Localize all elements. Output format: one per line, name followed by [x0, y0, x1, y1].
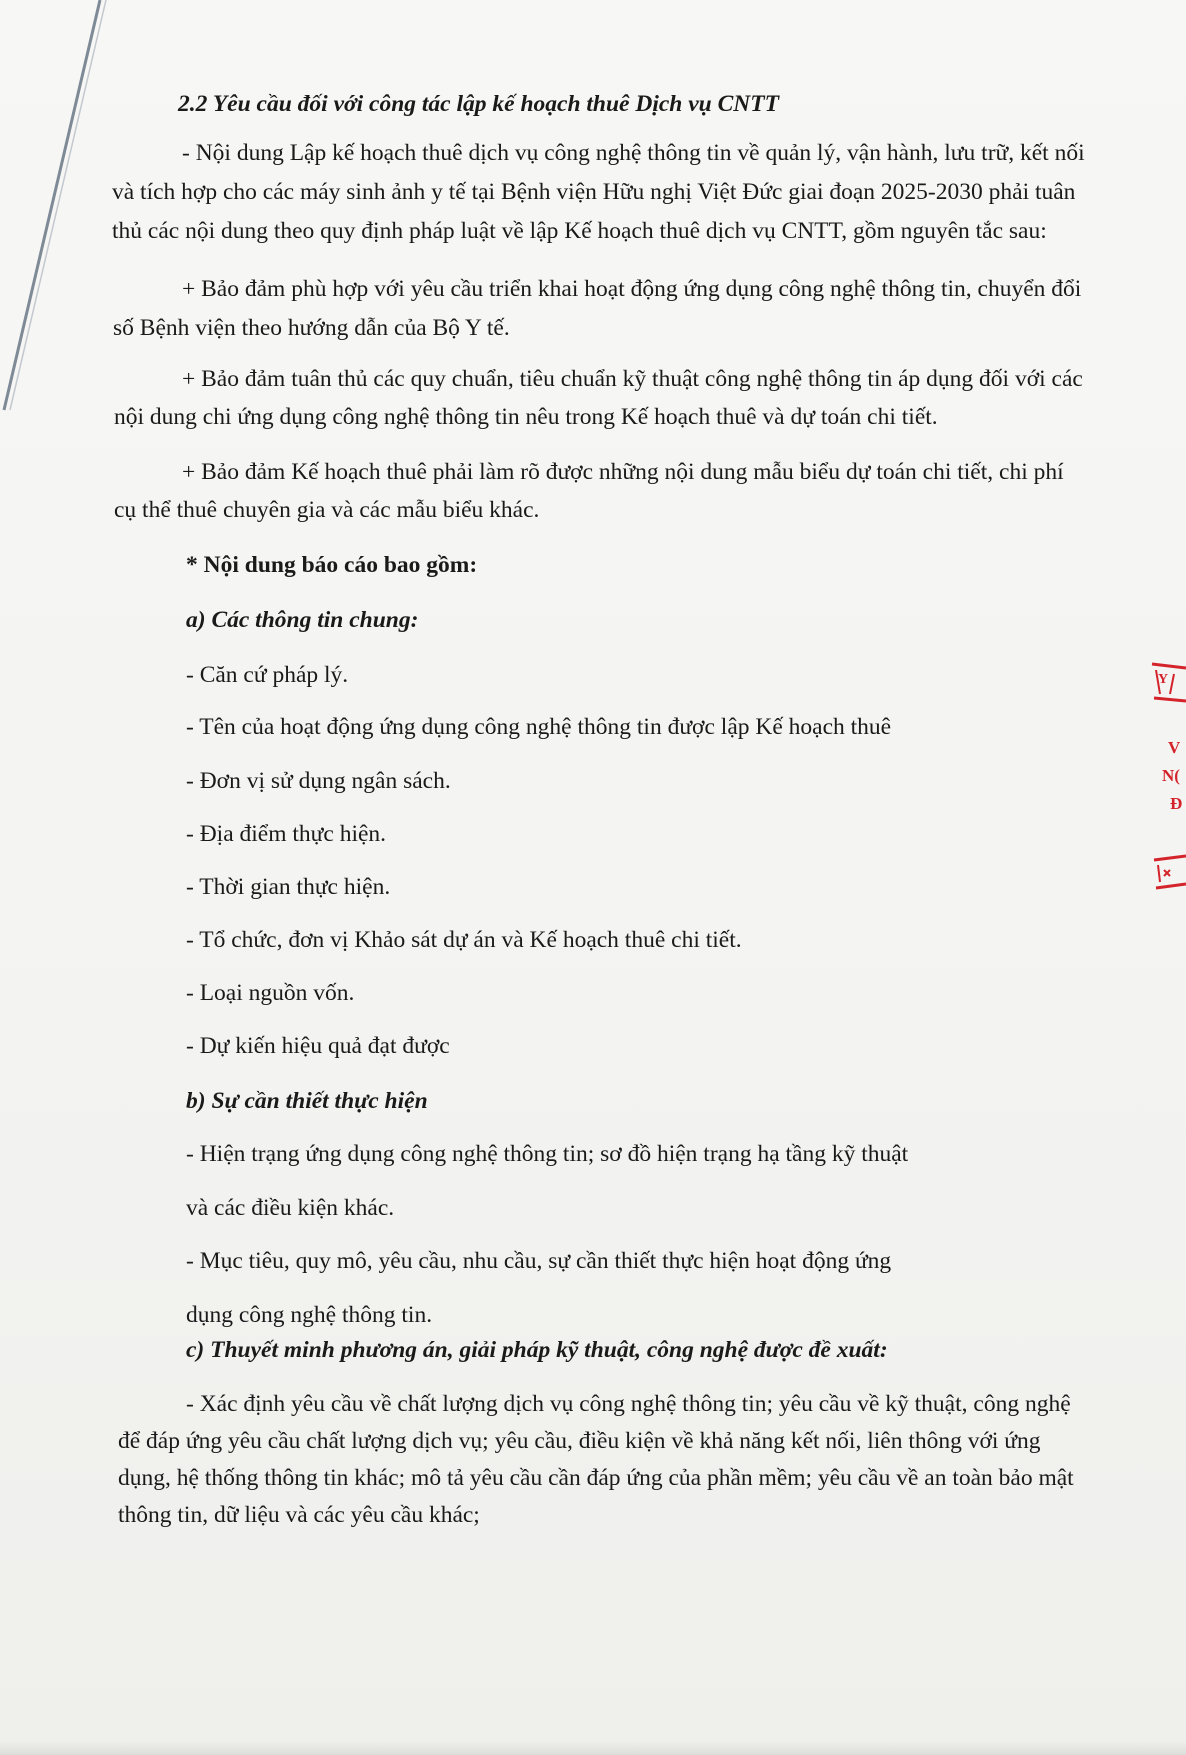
intro-line-2: và tích hợp cho các máy sinh ảnh y tế tại Bệnh viện Hữu nghị Việt Đức giai đoạn 2025-2030 phải tuân: [112, 179, 1076, 205]
section-title: 2.2 Yêu cầu đối với công tác lập kế hoạch thuê Dịch vụ CNTT: [178, 91, 779, 117]
part-a-item-7: - Loại nguồn vốn.: [186, 980, 355, 1006]
part-c-line-4: thông tin, dữ liệu và các yêu cầu khác;: [118, 1502, 480, 1528]
principle-2-line-1: + Bảo đảm tuân thủ các quy chuẩn, tiêu chuẩn kỹ thuật công nghệ thông tin áp dụng đối với các: [182, 366, 1083, 392]
principle-3-line-2: cụ thể thuê chuyên gia và các mẫu biểu khác.: [114, 497, 540, 523]
principle-1-line-2: số Bệnh viện theo hướng dẫn của Bộ Y tế.: [113, 315, 510, 341]
part-a-item-1: - Căn cứ pháp lý.: [186, 662, 349, 688]
stamp-letter-3: N(: [1162, 766, 1180, 785]
part-a-item-4: - Địa điểm thực hiện.: [186, 821, 387, 847]
principle-1-line-1: + Bảo đảm phù hợp với yêu cầu triển khai hoạt động ứng dụng công nghệ thông tin, chuyển đổi: [182, 276, 1082, 302]
part-c-line-3: dụng, hệ thống thông tin khác; mô tả yêu cầu cần đáp ứng của phần mềm; yêu cầu về an toàn bảo mật: [118, 1465, 1074, 1491]
part-b-line-2: và các điều kiện khác.: [186, 1195, 395, 1221]
principle-3-line-1: + Bảo đảm Kế hoạch thuê phải làm rõ được những nội dung mẫu biểu dự toán chi tiết, chi phí: [182, 459, 1064, 485]
part-c-title: c) Thuyết minh phương án, giải pháp kỹ thuật, công nghệ được đề xuất:: [186, 1337, 888, 1363]
part-b-line-1: - Hiện trạng ứng dụng công nghệ thông tin; sơ đồ hiện trạng hạ tầng kỹ thuật: [186, 1141, 909, 1167]
part-a-item-3: - Đơn vị sử dụng ngân sách.: [186, 768, 451, 794]
red-stamp-fragment: [1150, 660, 1186, 890]
part-b-line-3: - Mục tiêu, quy mô, yêu cầu, nhu cầu, sự cần thiết thực hiện hoạt động ứng: [186, 1248, 892, 1274]
intro-line-3: thủ các nội dung theo quy định pháp luật về lập Kế hoạch thuê dịch vụ CNTT, gồm nguyên tắc sau:: [112, 218, 1047, 244]
part-a-item-6: - Tổ chức, đơn vị Khảo sát dự án và Kế hoạch thuê chi tiết.: [186, 927, 742, 953]
part-a-item-8: - Dự kiến hiệu quả đạt được: [186, 1033, 450, 1059]
stamp-letter-4: Đ: [1170, 794, 1183, 813]
intro-line-1: - Nội dung Lập kế hoạch thuê dịch vụ công nghệ thông tin về quản lý, vận hành, lưu trữ, kết nối: [182, 140, 1085, 166]
part-c-line-1: - Xác định yêu cầu về chất lượng dịch vụ công nghệ thông tin; yêu cầu về kỹ thuật, công nghệ: [186, 1391, 1071, 1417]
stamp-letter-1: Y: [1158, 672, 1169, 687]
principle-2-line-2: nội dung chi ứng dụng công nghệ thông tin nêu trong Kế hoạch thuê và dự toán chi tiết.: [114, 404, 938, 430]
part-a-item-5: - Thời gian thực hiện.: [186, 874, 391, 900]
part-a-title: a) Các thông tin chung:: [186, 607, 419, 633]
part-a-item-2: - Tên của hoạt động ứng dụng công nghệ thông tin được lập Kế hoạch thuê: [186, 714, 892, 740]
scan-bottom-shadow: [0, 1741, 1186, 1755]
part-b-title: b) Sự cần thiết thực hiện: [186, 1088, 428, 1114]
part-b-line-4: dụng công nghệ thông tin.: [186, 1302, 433, 1328]
stamp-letter-2: V: [1168, 738, 1181, 757]
scan-edge-line: [0, 0, 110, 420]
report-heading: * Nội dung báo cáo bao gồm:: [186, 552, 478, 578]
part-c-line-2: để đáp ứng yêu cầu chất lượng dịch vụ; yêu cầu, điều kiện về khả năng kết nối, liên thông với ứng: [118, 1428, 1041, 1454]
